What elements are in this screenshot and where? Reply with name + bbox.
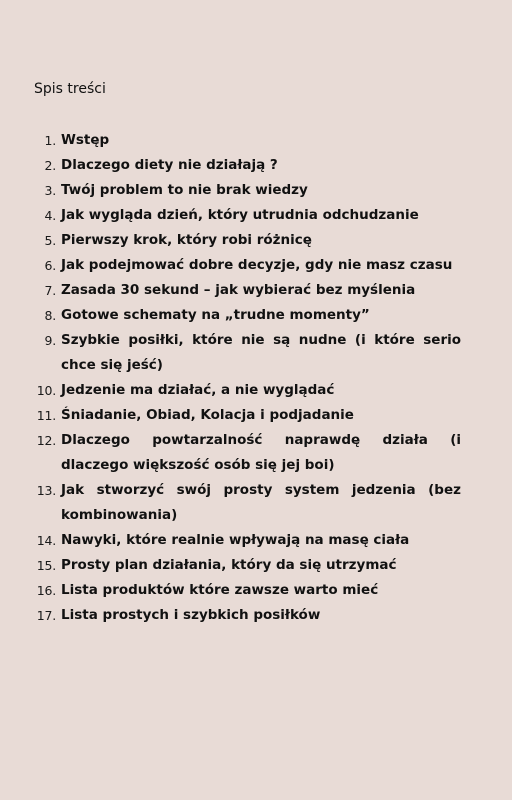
toc-item <box>0 528 512 553</box>
page-title: Spis treści <box>34 81 106 97</box>
toc-item <box>0 178 512 203</box>
toc-item-label: Szybkie posiłki, które nie są nudne (i które serio chce się jeść) <box>61 332 461 373</box>
toc-item <box>0 278 512 303</box>
toc-item-number: 13. <box>36 483 56 498</box>
toc-item-label: Lista prostych i szybkich posiłków <box>61 607 321 623</box>
toc-item-label: Jak wygląda dzień, który utrudnia odchudzanie <box>61 207 419 223</box>
toc-item-label: Lista produktów które zawsze warto mieć <box>61 582 379 598</box>
toc-item-number: 15. <box>36 558 56 573</box>
toc-item <box>0 428 512 478</box>
toc-item <box>0 478 512 528</box>
toc-item-number: 8. <box>44 308 56 323</box>
toc-item-label: Prosty plan działania, który da się utrzymać <box>61 557 397 573</box>
toc-item-number: 12. <box>36 433 56 448</box>
toc-item <box>0 128 512 153</box>
toc-item-label: Zasada 30 sekund – jak wybierać bez myślenia <box>61 282 416 298</box>
toc-item <box>0 153 512 178</box>
toc-item-number: 5. <box>44 233 56 248</box>
toc-item-label: Dlaczego powtarzalność naprawdę działa (i dlaczego większość osób się jej boi) <box>61 432 461 473</box>
toc-item-label: Nawyki, które realnie wpływają na masę ciała <box>61 532 410 548</box>
toc-item <box>0 253 512 278</box>
toc-item-number: 6. <box>44 258 56 273</box>
toc-item <box>0 203 512 228</box>
toc-item <box>0 403 512 428</box>
toc-item-label: Jak podejmować dobre decyzje, gdy nie masz czasu <box>61 257 453 273</box>
toc-item-number: 11. <box>36 408 56 423</box>
toc-item <box>0 378 512 403</box>
toc-item-number: 14. <box>36 533 56 548</box>
toc-item-number: 17. <box>36 608 56 623</box>
toc-item-number: 2. <box>44 158 56 173</box>
toc-item-label: Jak stworzyć swój prosty system jedzenia (bez kombinowania) <box>61 482 461 523</box>
toc-item-label: Jedzenie ma działać, a nie wyglądać <box>61 382 335 398</box>
toc-item-number: 1. <box>44 133 56 148</box>
toc-item-label: Śniadanie, Obiad, Kolacja i podjadanie <box>61 407 354 423</box>
table-of-contents <box>0 128 512 628</box>
toc-item-label: Wstęp <box>61 132 110 148</box>
toc-item-label: Pierwszy krok, który robi różnicę <box>61 232 312 248</box>
toc-item-label: Dlaczego diety nie działają ? <box>61 157 278 173</box>
toc-item-number: 10. <box>36 383 56 398</box>
toc-item-label: Twój problem to nie brak wiedzy <box>61 182 308 198</box>
toc-item <box>0 553 512 578</box>
toc-item-number: 7. <box>44 283 56 298</box>
toc-item-label: Gotowe schematy na „trudne momenty” <box>61 307 370 323</box>
toc-item-number: 9. <box>44 333 56 348</box>
toc-item-number: 16. <box>36 583 56 598</box>
toc-item <box>0 228 512 253</box>
toc-item-number: 4. <box>44 208 56 223</box>
toc-item <box>0 603 512 628</box>
toc-item <box>0 328 512 378</box>
toc-item-number: 3. <box>44 183 56 198</box>
toc-item <box>0 578 512 603</box>
toc-item <box>0 303 512 328</box>
